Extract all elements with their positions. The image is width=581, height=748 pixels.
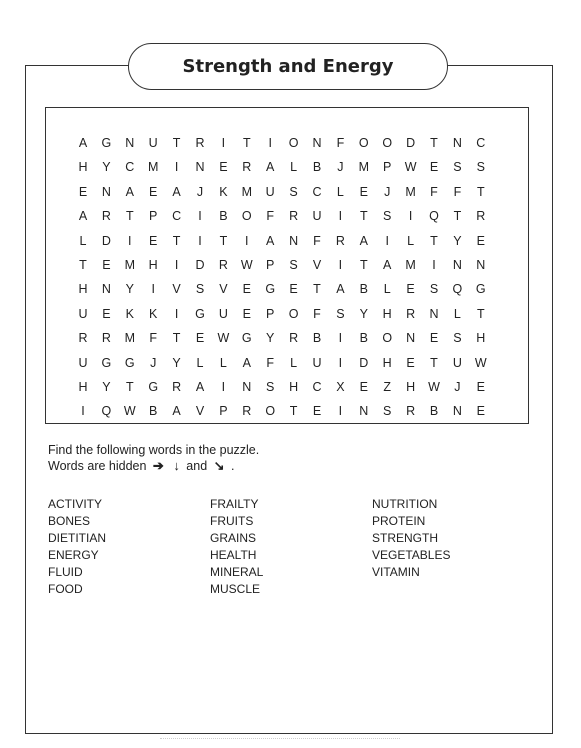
grid-letter: T: [430, 355, 438, 370]
instructions-period: .: [231, 459, 235, 473]
grid-letter: Y: [266, 331, 275, 346]
grid-letter: H: [406, 380, 416, 394]
grid-row: [46, 401, 528, 425]
grid-letter: N: [406, 331, 416, 346]
grid-letter: N: [195, 160, 205, 175]
page-title: Strength and Energy: [182, 56, 394, 77]
grid-letter: T: [359, 209, 368, 224]
grid-letter: D: [359, 355, 369, 370]
grid-letter: B: [359, 282, 368, 297]
grid-letter: B: [359, 331, 368, 346]
grid-letter: I: [221, 136, 226, 150]
grid-letter: O: [288, 136, 299, 150]
arrow-right-icon: ➔: [152, 458, 164, 473]
grid-row: [46, 133, 528, 157]
grid-letter: E: [242, 282, 251, 297]
grid-letter: L: [336, 184, 344, 199]
grid-letter: F: [430, 184, 438, 199]
grid-letter: P: [266, 306, 275, 321]
grid-letter: A: [383, 258, 392, 272]
word-list-item: MINERAL: [210, 565, 264, 579]
grid-letter: V: [312, 258, 322, 272]
grid-letter: E: [242, 306, 251, 321]
grid-letter: E: [149, 184, 158, 199]
grid-letter: Y: [172, 355, 181, 370]
grid-letter: V: [219, 282, 228, 297]
grid-letter: I: [128, 233, 132, 248]
grid-letter: E: [289, 282, 298, 297]
grid-row: [46, 279, 528, 303]
word-list-item: FRUITS: [210, 514, 254, 528]
grid-letter: H: [78, 380, 88, 394]
grid-letter: R: [289, 331, 299, 346]
grid-letter: K: [125, 306, 134, 321]
grid-letter: E: [359, 184, 368, 199]
grid-letter: A: [336, 282, 345, 297]
word-list-item: BONES: [48, 514, 91, 528]
word-list-column-1: [48, 496, 106, 598]
grid-letter: J: [150, 355, 157, 370]
word-list-item: VITAMIN: [372, 565, 420, 579]
grid-letter: E: [476, 404, 485, 419]
grid-letter: O: [265, 404, 276, 419]
grid-letter: W: [123, 404, 136, 419]
grid-letter: R: [289, 209, 299, 224]
grid-letter: I: [432, 258, 436, 272]
grid-letter: P: [383, 160, 392, 175]
grid-letter: G: [148, 380, 159, 394]
grid-letter: J: [337, 160, 344, 175]
arrow-diagonal-icon: ↘: [213, 458, 225, 473]
grid-letter: O: [382, 331, 393, 346]
grid-letter: I: [81, 404, 85, 419]
grid-letter: R: [476, 209, 486, 224]
grid-letter: F: [313, 306, 321, 321]
grid-letter: T: [125, 209, 134, 224]
title-banner: [128, 43, 448, 90]
grid-letter: T: [172, 136, 181, 150]
word-list-item: HEALTH: [210, 548, 257, 562]
word-list-item: VEGETABLES: [372, 548, 451, 562]
grid-letter: E: [195, 331, 205, 346]
grid-letter: S: [289, 258, 298, 272]
grid-letter: C: [125, 160, 135, 175]
grid-letter: W: [404, 160, 417, 175]
grid-letter: Y: [102, 380, 111, 394]
grid-letter: B: [219, 209, 228, 224]
grid-letter: A: [266, 233, 275, 248]
word-list-column-2: [210, 496, 263, 598]
grid-row: [46, 328, 528, 352]
word-list-item: NUTRITION: [372, 497, 438, 511]
grid-letter: S: [289, 184, 298, 199]
grid-letter: H: [78, 282, 88, 297]
grid-letter: G: [101, 136, 112, 150]
grid-letter: J: [454, 380, 461, 394]
grid-letter: G: [195, 306, 205, 321]
grid-letter: N: [101, 184, 111, 199]
grid-letter: O: [288, 306, 299, 321]
grid-letter: T: [430, 136, 438, 150]
grid-letter: H: [382, 355, 392, 370]
grid-letter: T: [430, 233, 438, 248]
grid-letter: F: [266, 355, 274, 370]
grid-letter: I: [338, 258, 343, 272]
word-list-item: MUSCLE: [210, 582, 261, 596]
grid-letter: M: [405, 184, 416, 199]
grid-letter: T: [172, 331, 181, 346]
word-search-grid: [45, 107, 529, 424]
grid-letter: E: [406, 355, 415, 370]
grid-letter: N: [312, 136, 322, 150]
grid-letter: U: [78, 355, 88, 370]
grid-letter: S: [383, 404, 392, 419]
grid-letter: I: [338, 331, 343, 346]
grid-letter: R: [242, 404, 252, 419]
grid-letter: S: [476, 160, 485, 175]
grid-letter: E: [359, 380, 368, 394]
grid-letter: P: [149, 209, 158, 224]
grid-letter: N: [429, 306, 439, 321]
grid-letter: N: [476, 258, 486, 272]
grid-letter: P: [219, 404, 228, 419]
grid-row: [46, 206, 528, 230]
grid-letter: U: [78, 306, 88, 321]
grid-letter: M: [124, 331, 135, 346]
grid-letter: H: [289, 380, 299, 394]
grid-letter: B: [429, 404, 439, 419]
grid-letter: B: [312, 160, 322, 175]
grid-letter: I: [221, 380, 226, 394]
grid-letter: U: [218, 306, 228, 321]
grid-row: [46, 157, 528, 181]
grid-letter: A: [242, 355, 251, 370]
instructions-line1: Find the following words in the puzzle.: [48, 443, 260, 457]
grid-letter: M: [241, 184, 252, 199]
grid-letter: I: [268, 136, 272, 150]
instructions-prefix: Words are hidden: [48, 459, 147, 473]
grid-letter: J: [384, 184, 391, 199]
grid-letter: K: [149, 306, 158, 321]
grid-letter: R: [406, 404, 416, 419]
grid-letter: L: [219, 355, 227, 370]
grid-letter: L: [453, 306, 461, 321]
grid-letter: F: [266, 209, 274, 224]
grid-letter: G: [265, 282, 276, 297]
grid-letter: T: [79, 258, 87, 272]
grid-letter: R: [101, 209, 111, 224]
grid-letter: S: [266, 380, 275, 394]
grid-letter: N: [242, 380, 252, 394]
grid-letter: I: [174, 306, 179, 321]
grid-letter: G: [475, 282, 486, 297]
grid-letter: U: [312, 355, 322, 370]
grid-letter: T: [453, 209, 462, 224]
grid-letter: N: [289, 233, 299, 248]
grid-letter: E: [102, 306, 111, 321]
grid-letter: U: [148, 136, 158, 150]
grid-letter: Y: [125, 282, 134, 297]
grid-letter: V: [195, 404, 205, 419]
grid-letter: A: [172, 404, 181, 419]
grid-letter: R: [242, 160, 252, 175]
grid-letter: D: [406, 136, 416, 150]
word-list-item: ACTIVITY: [48, 497, 103, 511]
grid-letter: E: [476, 380, 485, 394]
grid-letter: U: [265, 184, 275, 199]
grid-letter: L: [79, 233, 87, 248]
grid-letter: D: [195, 258, 205, 272]
grid-letter: I: [198, 233, 202, 248]
grid-letter: M: [147, 160, 159, 175]
grid-letter: M: [405, 258, 416, 272]
grid-letter: R: [195, 136, 205, 150]
grid-letter: O: [241, 209, 252, 224]
grid-letter: R: [172, 380, 182, 394]
grid-letter: I: [338, 209, 343, 224]
grid-row: [46, 255, 528, 279]
grid-letter: N: [452, 258, 462, 272]
grid-letter: Y: [453, 233, 462, 248]
grid-letter: E: [406, 282, 415, 297]
grid-letter: S: [383, 209, 392, 224]
grid-letter: R: [101, 331, 111, 346]
grid-letter: S: [453, 160, 462, 175]
grid-letter: E: [312, 404, 322, 419]
word-list-item: ENERGY: [48, 548, 99, 562]
word-list-item: DIETITIAN: [48, 531, 107, 545]
grid-letter: W: [240, 258, 253, 272]
grid-letter: S: [195, 282, 205, 297]
grid-letter: S: [453, 331, 462, 346]
grid-letter: I: [245, 233, 249, 248]
grid-letter: E: [476, 233, 485, 248]
grid-letter: U: [312, 209, 322, 224]
grid-letter: A: [125, 184, 134, 199]
grid-letter: A: [266, 160, 275, 175]
grid-letter: R: [335, 233, 345, 248]
grid-letter: I: [198, 209, 202, 224]
grid-letter: U: [452, 355, 462, 370]
grid-letter: Q: [101, 404, 112, 419]
grid-letter: A: [172, 184, 181, 199]
grid-letter: J: [196, 184, 204, 199]
grid-letter: H: [382, 306, 392, 321]
grid-letter: N: [359, 404, 369, 419]
grid-letter: A: [359, 233, 368, 248]
grid-letter: T: [313, 282, 321, 297]
grid-letter: H: [476, 331, 486, 346]
grid-letter: T: [242, 136, 251, 150]
grid-letter: Y: [102, 160, 111, 175]
grid-letter: Q: [429, 209, 439, 224]
grid-letter: N: [101, 282, 111, 297]
word-list-column-3: [372, 496, 450, 581]
grid-letter: L: [290, 160, 298, 175]
grid-letter: T: [289, 404, 298, 419]
grid-letter: I: [174, 160, 179, 175]
word-list-item: PROTEIN: [372, 514, 426, 528]
instructions-connector: and: [186, 459, 208, 473]
grid-letter: N: [125, 136, 135, 150]
grid-letter: S: [429, 282, 439, 297]
grid-letter: M: [358, 160, 369, 175]
instructions-line2: [48, 458, 259, 474]
grid-letter: F: [336, 136, 345, 150]
grid-letter: I: [174, 258, 179, 272]
grid-row: [46, 353, 528, 377]
grid-letter: I: [338, 355, 343, 370]
word-list-item: FOOD: [48, 582, 83, 596]
arrow-down-icon: ↓: [173, 458, 180, 473]
grid-letter: O: [358, 136, 369, 150]
grid-letter: B: [312, 331, 322, 346]
grid-letter: Q: [452, 282, 463, 297]
grid-letter: C: [312, 380, 322, 394]
grid-letter: F: [313, 233, 321, 248]
grid-letter: A: [78, 209, 88, 224]
grid-letter: E: [78, 184, 88, 199]
grid-letter: L: [290, 355, 298, 370]
footer-line: [160, 738, 400, 745]
grid-letter: T: [172, 233, 181, 248]
grid-letter: I: [338, 404, 343, 419]
grid-letter: I: [408, 209, 413, 224]
grid-letter: A: [195, 380, 205, 394]
grid-letter: X: [336, 380, 345, 394]
grid-letter: P: [266, 258, 275, 272]
grid-row: [46, 304, 528, 328]
grid-letter: L: [383, 282, 391, 297]
grid-letter: Z: [383, 380, 391, 394]
grid-letter: R: [78, 331, 88, 346]
grid-letter: G: [101, 355, 112, 370]
grid-letter: F: [149, 331, 157, 346]
grid-letter: R: [406, 306, 416, 321]
word-list-item: FRAILTY: [210, 497, 259, 511]
grid-letter: B: [149, 404, 158, 419]
grid-letter: R: [218, 258, 228, 272]
grid-letter: L: [407, 233, 415, 248]
grid-row: [46, 377, 528, 401]
grid-letter: L: [196, 355, 204, 370]
grid-letter: E: [429, 331, 439, 346]
grid-letter: V: [172, 282, 181, 297]
grid-letter: Y: [359, 306, 368, 321]
word-list-item: STRENGTH: [372, 531, 438, 545]
grid-letter: E: [149, 233, 158, 248]
grid-letter: N: [452, 136, 462, 150]
grid-letter: N: [452, 404, 462, 419]
grid-letter: E: [429, 160, 439, 175]
grid-row: [46, 231, 528, 255]
grid-letter: W: [217, 331, 230, 346]
grid-letter: M: [124, 258, 135, 272]
grid-letter: G: [124, 355, 135, 370]
grid-letter: S: [336, 306, 345, 321]
grid-letter: T: [476, 184, 485, 199]
grid-row: [46, 182, 528, 206]
grid-letter: I: [151, 282, 155, 297]
grid-letter: T: [219, 233, 228, 248]
grid-letter: T: [476, 306, 485, 321]
word-list-item: GRAINS: [210, 531, 257, 545]
grid-letter: T: [359, 258, 368, 272]
word-list-item: FLUID: [48, 565, 83, 579]
grid-letter: F: [453, 184, 462, 199]
grid-letter: T: [125, 380, 134, 394]
grid-letter: H: [78, 160, 88, 175]
grid-letter: D: [101, 233, 111, 248]
grid-letter: G: [241, 331, 252, 346]
grid-letter: K: [219, 184, 228, 199]
grid-letter: W: [474, 355, 487, 370]
grid-letter: C: [312, 184, 322, 199]
grid-letter: C: [476, 136, 486, 150]
grid-letter: W: [428, 380, 440, 394]
instructions: [48, 442, 259, 474]
grid-letter: I: [385, 233, 389, 248]
grid-letter: A: [78, 136, 88, 150]
grid-letter: C: [172, 209, 182, 224]
grid-letter: H: [148, 258, 158, 272]
grid-letter: E: [219, 160, 228, 175]
grid-letter: O: [382, 136, 393, 150]
grid-letter: E: [102, 258, 111, 272]
